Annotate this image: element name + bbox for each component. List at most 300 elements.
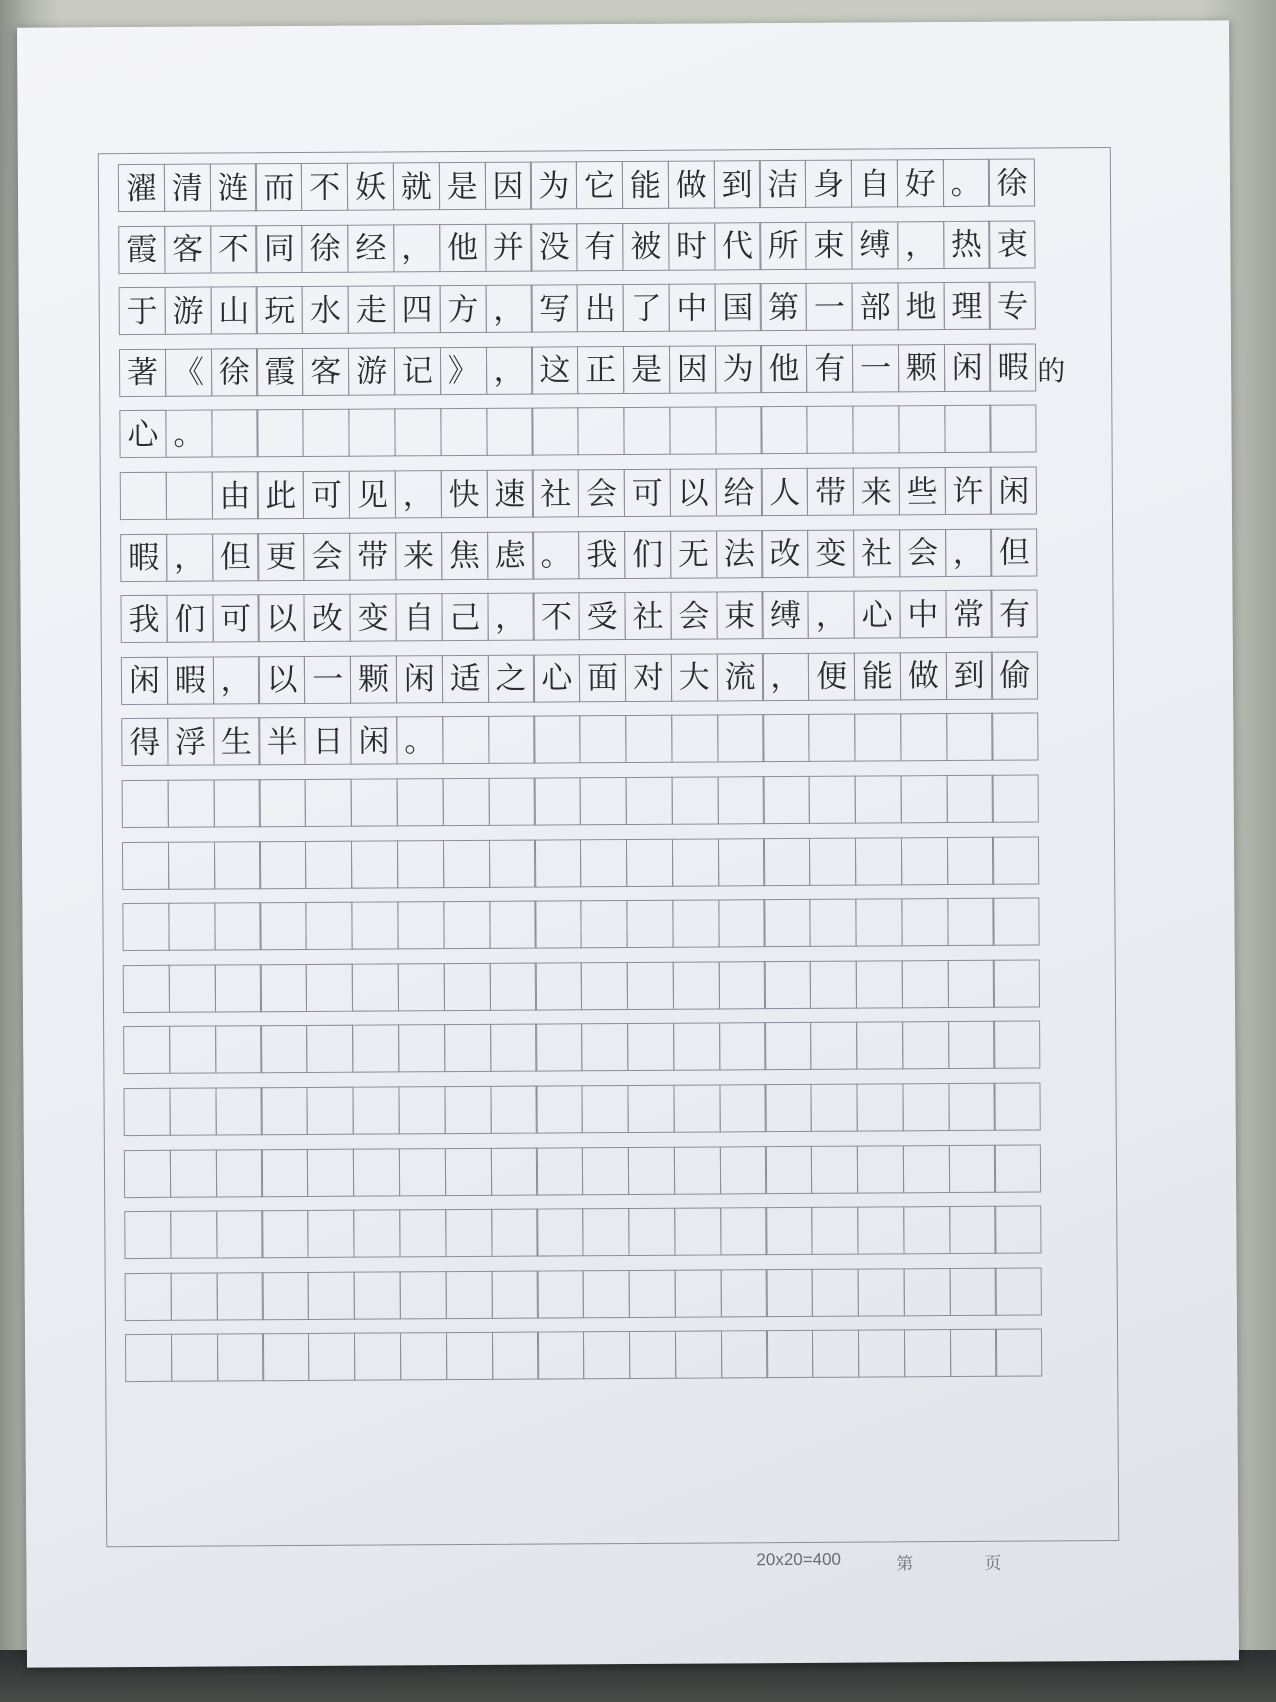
grid-cell (490, 1024, 537, 1072)
grid-cell (537, 1208, 584, 1256)
handwritten-char: 客 (172, 231, 204, 268)
grid-cell (808, 591, 855, 639)
grid-cell (535, 900, 582, 948)
grid-cell (533, 592, 580, 640)
handwritten-char: 带 (814, 474, 847, 511)
grid-cell (577, 284, 624, 332)
grid-cell (393, 224, 440, 272)
handwritten-char: 暇 (128, 539, 160, 577)
grid-cell (399, 1209, 446, 1257)
grid-cell (120, 533, 167, 581)
grid-cell (260, 964, 307, 1012)
grid-cell (718, 838, 765, 886)
grid-cell (488, 839, 535, 887)
grid-cell (857, 1145, 904, 1193)
handwritten-char: 》 (447, 353, 479, 390)
grid-cell (809, 837, 856, 885)
grid-cell (354, 1271, 401, 1319)
handwritten-char: 更 (265, 539, 297, 576)
grid-cell (256, 225, 303, 273)
handwritten-char: 代 (721, 228, 754, 265)
grid-cell (581, 962, 628, 1010)
grid-cell (993, 898, 1040, 946)
grid-cell (259, 841, 306, 889)
grid-cell (352, 1025, 399, 1073)
handwritten-char: ， (952, 534, 984, 572)
grid-cell (532, 408, 579, 456)
grid-cell (485, 346, 532, 394)
grid-cell (210, 225, 257, 273)
grid-cell (487, 654, 534, 702)
handwritten-char: 为 (538, 167, 570, 205)
grid-cell (123, 1088, 170, 1136)
grid-cell (992, 774, 1039, 822)
grid-cell (811, 1207, 858, 1255)
grid-cell (900, 775, 947, 823)
grid-row (120, 467, 1037, 521)
grid-cell (256, 348, 303, 396)
grid-cell (304, 594, 351, 642)
grid-cell (209, 163, 256, 211)
grid-cell (994, 1082, 1041, 1130)
grid-cell (578, 531, 625, 579)
handwritten-char: 水 (309, 292, 342, 329)
grid-cell (396, 717, 443, 765)
grid-cell (531, 223, 578, 271)
grid-cell (536, 1147, 583, 1195)
grid-cell (262, 1210, 309, 1258)
grid-cell (302, 286, 349, 334)
handwritten-char: 快 (448, 476, 480, 513)
handwritten-char: 社 (632, 598, 664, 635)
grid-cell (259, 717, 306, 765)
handwritten-char: 心 (127, 416, 159, 453)
grid-cell (439, 223, 486, 271)
grid-cell (347, 224, 394, 272)
handwritten-char: 我 (586, 537, 618, 574)
grid-cell (945, 528, 992, 576)
grid-cell (215, 1087, 262, 1135)
handwritten-char: 霞 (126, 231, 158, 269)
handwritten-char: 半 (266, 723, 298, 761)
grid-cell (349, 532, 396, 580)
handwritten-char: 《 (172, 354, 205, 392)
grid-cell (306, 902, 353, 950)
grid-cell (212, 656, 259, 704)
grid-cell (805, 160, 852, 208)
grid-cell (351, 840, 398, 888)
grid-cell (623, 346, 670, 394)
grid-cell (854, 714, 901, 762)
grid-cell (169, 1088, 216, 1136)
grid-cell (491, 1270, 538, 1318)
grid-cell (673, 1023, 720, 1071)
grid-row (125, 1267, 1042, 1321)
grid-cell (988, 158, 1035, 206)
grid-cell (810, 1022, 857, 1070)
grid-cell (445, 1209, 492, 1257)
grid-cell (720, 1207, 767, 1255)
grid-cell (995, 1206, 1042, 1254)
grid-row (124, 1144, 1041, 1198)
grid-cell (305, 840, 352, 888)
grid-cell (761, 529, 808, 577)
grid-cell (489, 901, 536, 949)
handwritten-char: ， (401, 230, 433, 267)
grid-cell (169, 964, 216, 1012)
handwritten-char: 。 (950, 165, 982, 202)
grid-cell (305, 779, 352, 827)
grid-cell (943, 220, 990, 268)
grid-cell (950, 1329, 997, 1377)
grid-cell (255, 163, 302, 211)
handwritten-char: 无 (677, 536, 710, 573)
handwritten-char: 日 (312, 723, 344, 760)
handwritten-char: 徐 (218, 354, 250, 391)
grid-cell (488, 778, 535, 826)
grid-cell (261, 1087, 308, 1135)
grid-row (119, 282, 1036, 336)
grid-cell (347, 162, 394, 210)
grid-cell (165, 410, 212, 458)
handwritten-char: 热 (950, 226, 983, 264)
grid-cell (217, 1334, 264, 1382)
handwritten-char: 濯 (125, 170, 158, 207)
grid-cell (120, 472, 167, 520)
handwritten-char: 暇 (997, 349, 1029, 387)
grid-cell (166, 533, 213, 581)
grid-cell (904, 1329, 951, 1377)
grid-cell (442, 655, 489, 703)
grid-cell (626, 838, 673, 886)
grid-cell (670, 592, 717, 640)
grid-cell (258, 533, 305, 581)
grid-cell (855, 899, 902, 947)
grid-cell (947, 836, 994, 884)
grid-cell (440, 347, 487, 395)
grid-cell (212, 533, 259, 581)
grid-cell (350, 717, 397, 765)
handwritten-char: 颗 (905, 350, 938, 387)
grid-cell (807, 468, 854, 516)
grid-cell (762, 653, 809, 701)
grid-cell (854, 652, 901, 700)
grid-cell (303, 532, 350, 580)
grid-row (119, 343, 1066, 397)
grid-cell (304, 717, 351, 765)
grid-cell (348, 347, 395, 395)
handwritten-char: 而 (263, 169, 295, 206)
grid-cell (669, 345, 716, 393)
grid-cell (489, 962, 536, 1010)
handwritten-char: 写 (538, 291, 571, 328)
handwritten-char: ， (495, 599, 527, 636)
grid-cell (490, 1147, 537, 1195)
grid-cell (899, 467, 946, 515)
grid-cell (486, 408, 533, 456)
grid-cell (671, 715, 718, 763)
grid-cell (995, 1267, 1042, 1315)
grid-cell (674, 1208, 721, 1256)
grid-cell (807, 529, 854, 577)
handwritten-char: 方 (447, 291, 479, 328)
grid-cell (949, 1206, 996, 1254)
grid-cell (625, 715, 672, 763)
grid-cell (303, 409, 350, 457)
handwritten-char: 一 (859, 350, 892, 387)
grid-cell (535, 962, 582, 1010)
grid-cell (716, 530, 763, 578)
grid-cell (215, 1149, 262, 1197)
handwritten-char: 适 (449, 661, 481, 698)
grid-cell (583, 1331, 630, 1379)
grid-cell (994, 1021, 1041, 1069)
grid-cell (718, 899, 765, 947)
grid-cell (897, 282, 944, 330)
grid-cell (169, 1026, 216, 1074)
handwritten-char: 因 (492, 168, 524, 205)
grid-cell (671, 653, 718, 701)
grid-cell (812, 1330, 859, 1378)
handwritten-char: 做 (907, 658, 939, 695)
handwritten-char: 一 (813, 289, 846, 326)
grid-cell (948, 1021, 995, 1069)
grid-cell (765, 1145, 812, 1193)
handwritten-char: 地 (905, 288, 937, 325)
handwritten-char: 见 (356, 476, 389, 514)
grid-cell (759, 160, 806, 208)
handwritten-char: 束 (724, 597, 756, 635)
grid-cell (947, 960, 994, 1008)
grid-cell (713, 160, 760, 208)
grid-cell (807, 406, 854, 454)
grid-cell (487, 593, 534, 641)
grid-cell (121, 657, 168, 705)
handwritten-char: 可 (631, 475, 663, 512)
grid-cell (439, 162, 486, 210)
grid-cell (302, 347, 349, 395)
grid-cell (534, 716, 581, 764)
grid-cell (902, 1083, 949, 1131)
grid-cell (398, 1025, 445, 1073)
grid-cell (719, 1023, 766, 1071)
grid-cell (766, 1330, 813, 1378)
grid-cell (580, 839, 627, 887)
grid-cell (164, 164, 211, 212)
grid-cell (578, 469, 625, 517)
grid-cell (853, 467, 900, 515)
handwritten-char: 到 (721, 166, 753, 203)
handwritten-char: 是 (630, 352, 663, 389)
grid-row (119, 405, 1036, 459)
handwritten-char: 会 (585, 475, 618, 512)
handwritten-char: 得 (129, 724, 161, 761)
grid-cell (903, 1206, 950, 1254)
grid-cell (167, 780, 214, 828)
grid-cell (760, 345, 807, 393)
grid-cell (164, 287, 211, 335)
grid-cell (579, 715, 626, 763)
grid-cell (857, 1207, 904, 1255)
handwritten-char: 四 (401, 291, 433, 329)
handwritten-char: 不 (309, 169, 341, 206)
handwritten-char: 被 (630, 228, 662, 266)
grid-cell (668, 284, 715, 332)
grid-cell (395, 593, 442, 641)
grid-cell (393, 285, 440, 333)
grid-cell (577, 346, 624, 394)
grid-cell (851, 159, 898, 207)
grid-cell (446, 1332, 493, 1380)
grid-cell (897, 221, 944, 269)
handwritten-char: 受 (586, 598, 618, 635)
grid-cell (394, 409, 441, 457)
handwritten-char: 心 (541, 660, 573, 697)
grid-cell (441, 531, 488, 579)
handwritten-char: 大 (678, 659, 710, 696)
grid-cell (443, 839, 490, 887)
grid-cell (396, 778, 443, 826)
handwritten-char: ， (173, 539, 206, 576)
grid-row (125, 1329, 1042, 1383)
grid-cell (579, 654, 626, 702)
grid-cell (716, 591, 763, 639)
grid-cell (350, 594, 397, 642)
handwritten-char: ， (220, 662, 252, 699)
handwritten-char: 以 (266, 662, 298, 699)
grid-cell (257, 409, 304, 457)
grid-cell (581, 1023, 628, 1071)
handwritten-char: 己 (449, 599, 481, 636)
handwritten-char: 于 (126, 293, 158, 330)
grid-cell (576, 223, 623, 271)
grid-cell (396, 655, 443, 703)
grid-cell (672, 900, 719, 948)
grid-cell (442, 716, 489, 764)
handwritten-char: 缚 (859, 227, 891, 264)
grid-cell (812, 1268, 859, 1316)
grid-cell (260, 902, 307, 950)
handwritten-char: 闲 (951, 350, 983, 387)
grid-cell (485, 223, 532, 271)
grid-cell (125, 1273, 172, 1321)
grid-cell (856, 1083, 903, 1131)
grid-cell (486, 470, 533, 518)
handwritten-char: 以 (265, 600, 298, 637)
handwritten-char: 许 (952, 473, 984, 510)
grid-cell (261, 1025, 308, 1073)
grid-cell (397, 840, 444, 888)
grid-cell (352, 963, 399, 1011)
handwritten-char: 走 (355, 292, 387, 329)
grid-cell (170, 1272, 217, 1320)
handwritten-char: 常 (953, 596, 985, 633)
grid-cell (856, 960, 903, 1008)
page-label-left: 第 (896, 1554, 914, 1574)
grid-cell (124, 1149, 171, 1197)
grid-cell (901, 898, 948, 946)
grid-cell (395, 532, 442, 580)
handwritten-char: 会 (678, 598, 710, 635)
grid-cell (398, 1086, 445, 1134)
handwritten-char: 们 (632, 536, 664, 574)
grid-cell (351, 902, 398, 950)
handwritten-char: 人 (769, 474, 801, 511)
grid-cell (900, 713, 947, 761)
handwritten-char: 自 (858, 165, 891, 203)
grid-row (122, 898, 1039, 952)
grid-cell (166, 595, 213, 643)
grid-cell (215, 1026, 262, 1074)
handwritten-char: ， (815, 597, 847, 634)
grid-cell (719, 1084, 766, 1132)
grid-cell (944, 344, 991, 392)
grid-cell (945, 590, 992, 638)
handwritten-char: 来 (403, 538, 435, 575)
handwritten-char: 国 (722, 289, 754, 327)
grid-cell (674, 1269, 721, 1317)
handwritten-char: 闲 (998, 473, 1030, 510)
grid-cell (853, 529, 900, 577)
grid-cell (577, 407, 624, 455)
grid-cell (622, 222, 669, 270)
grid-row (120, 590, 1037, 644)
grid-cell (898, 405, 945, 453)
handwritten-char: 一 (312, 662, 344, 699)
grid-cell (582, 1208, 629, 1256)
grid-cell (258, 594, 305, 642)
grid-cell (899, 529, 946, 577)
handwritten-char: 著 (127, 355, 159, 392)
grid-cell (765, 1084, 812, 1132)
grid-cell (167, 718, 214, 766)
handwritten-char: 客 (310, 354, 342, 391)
grid-cell (899, 590, 946, 638)
grid-cell (397, 901, 444, 949)
grid-cell (399, 1271, 446, 1319)
handwritten-char: 衷 (996, 226, 1028, 263)
grid-cell (674, 1146, 721, 1194)
grid-cell (900, 652, 947, 700)
handwritten-char: 之 (495, 660, 527, 698)
grid-cell (394, 347, 441, 395)
grid-cell (307, 1210, 354, 1258)
handwritten-char: 改 (769, 536, 801, 573)
grid-cell (531, 346, 578, 394)
handwritten-char: 有 (998, 596, 1031, 633)
grid-cell (766, 1269, 813, 1317)
grid-cell (395, 470, 442, 518)
grid-cell (991, 651, 1038, 699)
grid-cell (445, 1147, 492, 1195)
grid-cell (992, 836, 1039, 884)
grid-cell (580, 900, 627, 948)
grid-cell (348, 286, 395, 334)
grid-cell (118, 225, 165, 273)
grid-row (123, 959, 1040, 1013)
handwritten-char: 束 (813, 227, 845, 264)
grid-cell (440, 408, 487, 456)
grid-row (123, 1082, 1040, 1136)
grid-cell (715, 345, 762, 393)
grid-cell (165, 348, 212, 396)
grid-cell (672, 961, 719, 1009)
handwritten-char: 以 (677, 475, 709, 512)
handwritten-char: 不 (540, 599, 573, 636)
grid-cell (809, 776, 856, 824)
grid-cell (948, 1144, 995, 1192)
grid-cell (991, 590, 1038, 638)
